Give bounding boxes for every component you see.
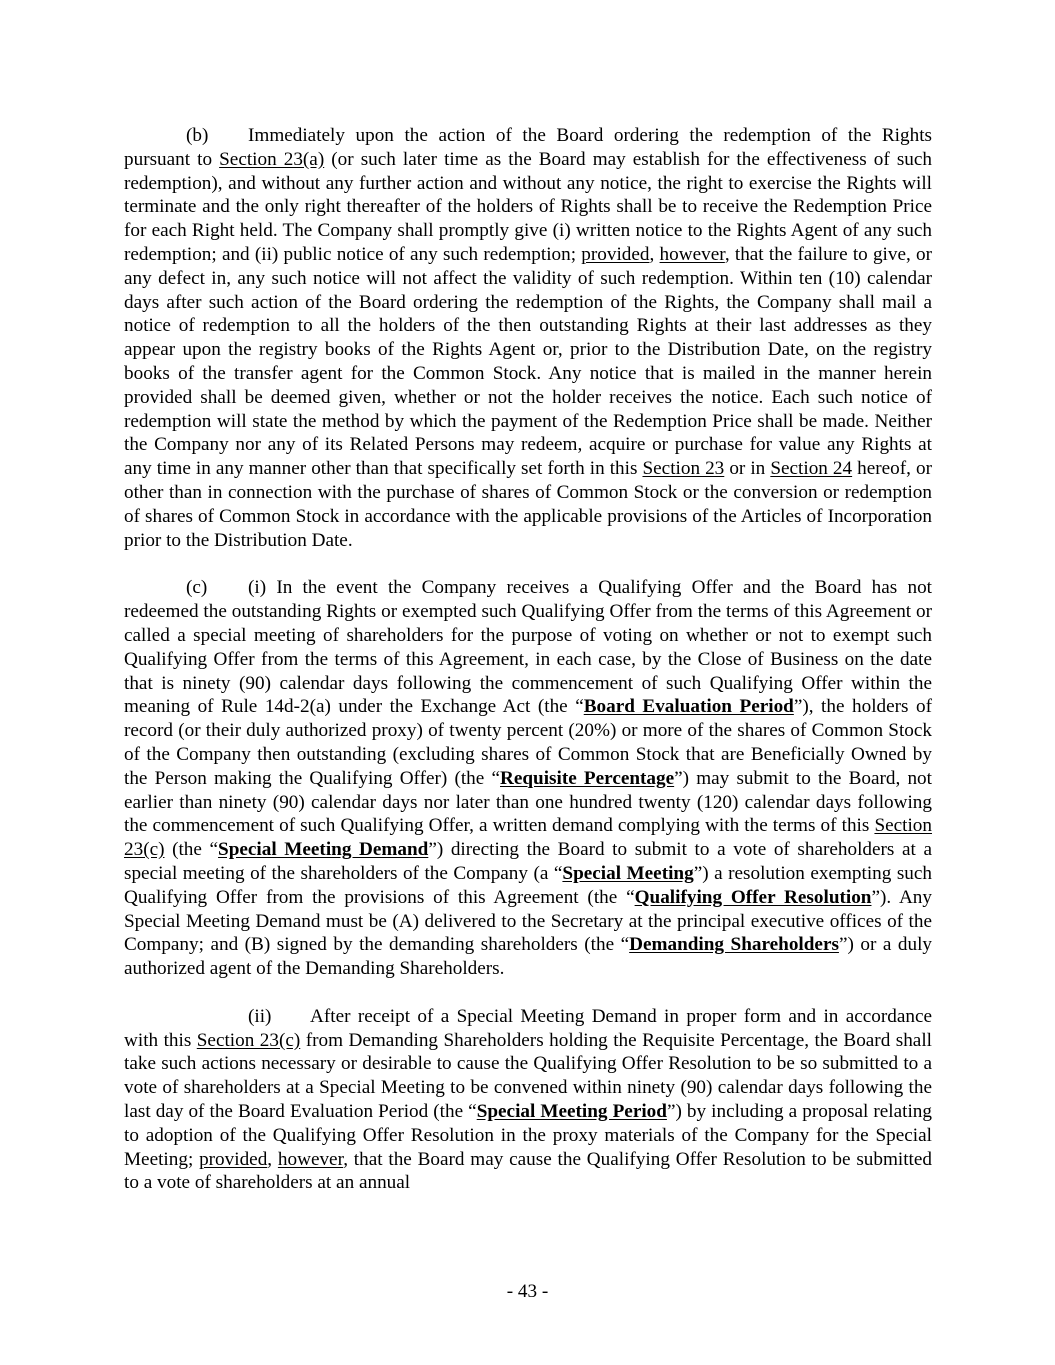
text-run: (the “ bbox=[164, 839, 219, 861]
text-run: , bbox=[267, 1148, 278, 1170]
text-run: ”) directing the Board to submit to a vote of shareholders at a special meeting of the shareholders of the Company (a “ bbox=[124, 839, 932, 884]
cross-reference: Section 23(c) bbox=[196, 1029, 301, 1051]
text-run: ”), the holders of record (or their duly authorized proxy) of twenty percent (20%) or more of the shares of Common Stock of the Company then outstanding (excluding shares of Common Stock that are Beneficially Owned by the Person making the Qualifying Offer) (the “ bbox=[124, 696, 932, 789]
text-run: hereof, or other than in connection with the purchase of shares of Common Stock or the conversion or redemption of shares of Common Stock in accordance with the applicable provisions of the Articles of Incorporation prior to the Distribution Date. bbox=[124, 458, 932, 551]
text-run: (or such later time as the Board may establish for the effectiveness of such redemption), and without any further action and without any notice, the right to exercise the Rights will terminate and the only right thereafter of the holders of Rights shall be to receive the Redemption Price for each Right held. The Company shall promptly give (i) written notice to the Rights Agent of any such redemption; and (ii) public notice of any such redemption; bbox=[124, 148, 932, 265]
page-number: - 43 - bbox=[506, 1281, 549, 1302]
paragraph-body bbox=[124, 1006, 932, 1194]
paragraph-c bbox=[124, 576, 932, 981]
paragraph-b bbox=[124, 124, 932, 552]
paragraph-label: (ii) bbox=[248, 1005, 272, 1027]
document-page bbox=[124, 124, 932, 1219]
cross-reference: however bbox=[277, 1148, 344, 1170]
cross-reference: Section 23 bbox=[642, 458, 725, 480]
defined-term: Qualifying Offer Resolution bbox=[634, 886, 872, 908]
paragraph-c-ii bbox=[124, 1005, 932, 1195]
defined-term: Demanding Shareholders bbox=[629, 934, 839, 956]
text-run: Immediately upon the action of the Board ordering the redemption of the Rights pursuant to bbox=[124, 125, 932, 170]
text-run: , that the failure to give, or any defect in, any such notice will not affect the validity of such redemption. Within ten (10) calendar days after such action of the Board ordering the redemption of the Rights, the Company shall mail a notice of redemption to all the holders of the then outstanding Rights at their last addresses as they appear upon the registry books of the Rights Agent or, prior to the Distribution Date, on the registry books of the transfer agent for the Common Stock. Any notice that is mailed in the manner herein provided shall be deemed given, whether or not the holder receives the notice. Each such notice of redemption will state the method by which the payment of the Redemption Price shall be made. Neither the Company nor any of its Related Persons may redeem, acquire or purchase for value any Rights at any time in any manner other than that specifically set forth in this bbox=[124, 243, 933, 480]
cross-reference: Section 23(c) bbox=[124, 815, 932, 861]
cross-reference: provided bbox=[199, 1148, 268, 1170]
paragraph-label: (c) bbox=[186, 577, 208, 599]
text-run: (i) In the event the Company receives a Qualifying Offer and the Board has not redeemed the outstanding Rights or exempted such Qualifying Offer from the terms of this Agreement or called a special meeting of shareholders for the purpose of voting on whether or not to exempt such Qualifying Offer from the terms of this Agreement, in each case, by the Close of Business on the date that is ninety (90) calendar days following the commencement of such Qualifying Offer within the meaning of Rule 14d-2(a) under the Exchange Act (the “ bbox=[124, 577, 932, 718]
text-run: from Demanding Shareholders holding the Requisite Percentage, the Board shall take such actions necessary or desirable to cause the Qualifying Offer Resolution to be so submitted to a vote of shareholders at a Special Meeting to be convened within ninety (90) calendar days following the last day of the Board Evaluation Period (the “ bbox=[124, 1029, 932, 1123]
defined-term: Special Meeting Demand bbox=[218, 839, 429, 861]
text-run: ”). Any Special Meeting Demand must be (A) delivered to the Secretary at the principal executive offices of the Company; and (B) signed by the demanding shareholders (the “ bbox=[124, 886, 932, 956]
text-run: ”) may submit to the Board, not earlier than ninety (90) calendar days nor later than one hundred twenty (120) calendar days following the commencement of such Qualifying Offer, a written demand complying with the terms of this bbox=[124, 767, 932, 837]
text-run: After receipt of a Special Meeting Demand in proper form and in accordance with this bbox=[124, 1005, 932, 1051]
text-run: ”) a resolution exempting such Qualifying Offer from the provisions of this Agreement (the “ bbox=[124, 862, 933, 908]
defined-term: Requisite Percentage bbox=[500, 767, 675, 789]
defined-term: Special Meeting bbox=[562, 862, 694, 884]
defined-term: Board Evaluation Period bbox=[583, 696, 794, 718]
cross-reference: provided bbox=[581, 243, 650, 265]
text-run: ”) or a duly authorized agent of the Demanding Shareholders. bbox=[124, 934, 932, 980]
paragraph-body bbox=[124, 125, 932, 551]
defined-term: Special Meeting Period bbox=[476, 1101, 667, 1123]
cross-reference: however bbox=[659, 243, 725, 265]
cross-reference: Section 24 bbox=[770, 458, 853, 480]
paragraph-body bbox=[124, 577, 932, 979]
text-run: , that the Board may cause the Qualifying Offer Resolution to be submitted to a vote of shareholders at an annual bbox=[124, 1148, 932, 1194]
paragraph-label: (b) bbox=[186, 125, 209, 146]
text-run: ”) by including a proposal relating to adoption of the Qualifying Offer Resolution in the proxy materials of the Company for the Special Meeting; bbox=[124, 1101, 932, 1170]
text-run: or in bbox=[724, 458, 771, 480]
cross-reference: Section 23(a) bbox=[219, 148, 325, 170]
text-run: , bbox=[649, 243, 660, 265]
